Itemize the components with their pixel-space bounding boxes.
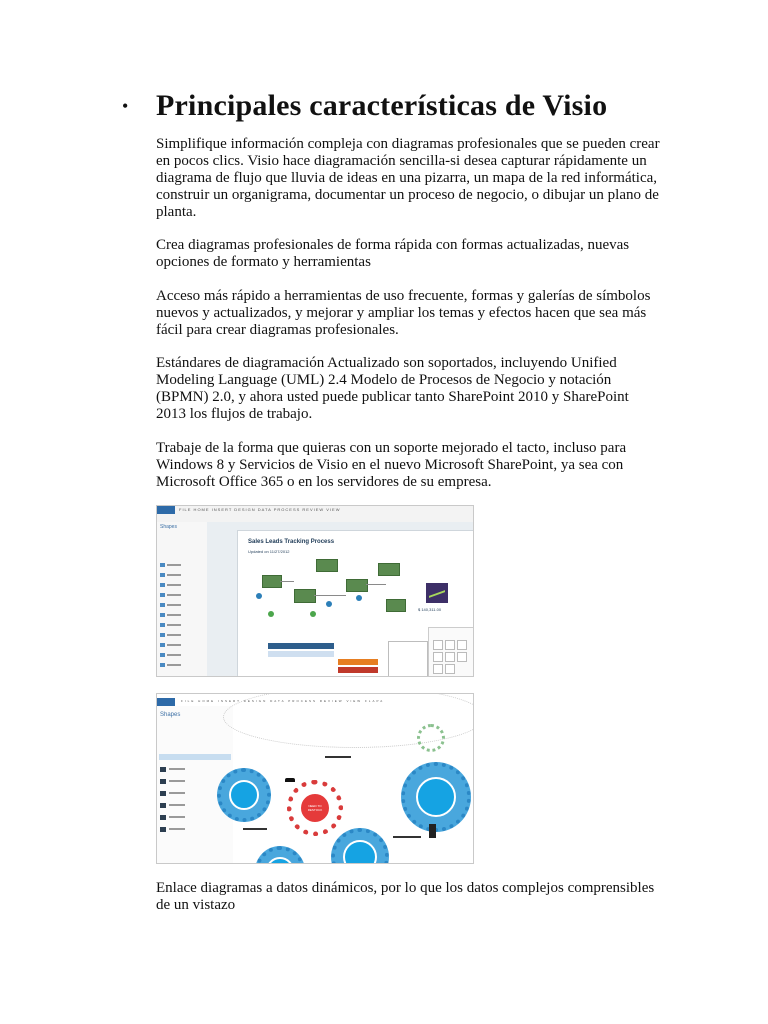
person-icon bbox=[256, 593, 262, 599]
bullet-icon: • bbox=[122, 96, 129, 116]
process-box bbox=[294, 589, 316, 603]
shape-icon bbox=[160, 827, 166, 832]
shape-icon bbox=[160, 803, 166, 808]
paragraph-data-linking: Enlace diagramas a datos dinámicos, por lo que los datos complejos comprensibles de un vistazo bbox=[156, 880, 655, 913]
pants-icon bbox=[429, 824, 436, 838]
callout-line bbox=[325, 756, 351, 758]
alert-ring-shape bbox=[287, 780, 343, 836]
shape-row bbox=[160, 622, 204, 628]
context-popup bbox=[388, 641, 428, 677]
process-box bbox=[316, 559, 338, 572]
shape-icon bbox=[160, 663, 165, 667]
data-table bbox=[268, 643, 334, 649]
ribbon-tabs: FILE HOME INSERT DESIGN DATA PROCESS REVIEW VIEW FLAPA bbox=[181, 699, 385, 703]
shape-icon bbox=[160, 643, 165, 647]
ribbon-tabs: FILE HOME INSERT DESIGN DATA PROCESS REVIEW VIEW bbox=[179, 507, 341, 512]
shape-icon bbox=[160, 573, 165, 577]
paragraph-intro: Simplifique información compleja con diagramas profesionales que se pueden crear en pocos clics. Visio hace diagramación sencilla-si desea capturar rápidamente un diagrama de flujo que lluvia de ideas en una pizarra, un mapa de la red informática, construir un organigrama, documentar un proceso de negocio, o dibujar un plano de planta. bbox=[156, 136, 660, 220]
plant-icon bbox=[310, 611, 316, 617]
value-label: $ 140,311.00 bbox=[418, 607, 442, 612]
ring-shape bbox=[217, 768, 271, 822]
shape-row bbox=[160, 778, 185, 784]
shape-row bbox=[160, 572, 204, 578]
data-table bbox=[338, 659, 378, 665]
shape-row bbox=[160, 814, 185, 820]
shape-icon bbox=[160, 653, 165, 657]
paragraph-shapes: Crea diagramas profesionales de forma rápida con formas actualizadas, nuevas opciones de formato y herramientas bbox=[156, 237, 630, 270]
shape-row bbox=[160, 652, 204, 658]
paragraph-standards: Estándares de diagramación Actualizado son soportados, incluyendo Unified Modeling Language (UML) 2.4 Modelo de Procesos de Negocio y notación (BPMN) 2.0, y ahora usted puede publicar tanto SharePoint 2010 y SharePoint 2013 los flujos de trabajo. bbox=[156, 355, 629, 422]
selected-stencil bbox=[159, 754, 231, 760]
shape-row bbox=[160, 790, 185, 796]
shape-icon bbox=[160, 791, 166, 796]
shape-row bbox=[160, 642, 204, 648]
shape-icon bbox=[160, 779, 166, 784]
file-tab bbox=[157, 506, 175, 514]
shape-row bbox=[160, 602, 204, 608]
ring-shape bbox=[255, 846, 305, 864]
ring-shape bbox=[401, 762, 471, 832]
shape-icon bbox=[160, 583, 165, 587]
process-box bbox=[378, 563, 400, 576]
shape-row bbox=[160, 632, 204, 638]
shape-icon bbox=[160, 603, 165, 607]
paragraph-touch: Trabaje de la forma que quieras con un soporte mejorado el tacto, incluso para Windows 8 y Servicios de Visio en el nuevo Microsoft SharePoint, ya sea con Microsoft Office 365 o en los servidores de su empresa. bbox=[156, 440, 627, 490]
callout-line bbox=[393, 836, 421, 838]
shape-icon bbox=[160, 563, 165, 567]
shape-icon bbox=[160, 613, 165, 617]
hat-icon bbox=[285, 778, 295, 782]
shapes-panel bbox=[157, 522, 208, 676]
shape-row bbox=[160, 562, 204, 568]
ring-shape bbox=[331, 828, 389, 864]
shape-row bbox=[160, 612, 204, 618]
chart-icon bbox=[426, 583, 448, 603]
shape-icon bbox=[160, 633, 165, 637]
ribbon-bar bbox=[157, 506, 473, 523]
visio-screenshot-sales-process bbox=[156, 505, 474, 677]
data-table bbox=[338, 667, 378, 673]
data-table bbox=[268, 651, 334, 657]
shape-icon bbox=[160, 623, 165, 627]
drawing-canvas bbox=[207, 522, 473, 676]
section-heading bbox=[122, 86, 742, 126]
shape-icon bbox=[160, 815, 166, 820]
drawing-page bbox=[237, 530, 474, 677]
drawing-canvas bbox=[233, 706, 473, 863]
shape-row bbox=[160, 826, 185, 832]
paragraph-tools: Acceso más rápido a herramientas de uso frecuente, formas y galerías de símbolos nuevos y actualizados, y mejorar y ampliar los temas y efectos hacen que sea más fácil para crear diagramas profesionales. bbox=[156, 288, 651, 338]
visio-screenshot-data-graphics bbox=[156, 693, 474, 864]
diagram-title: Sales Leads Tracking Process bbox=[248, 539, 335, 545]
factory-icon bbox=[356, 595, 362, 601]
shapes-panel-title: Shapes bbox=[160, 524, 177, 530]
callout-line bbox=[243, 828, 267, 830]
shapes-panel-title: Shapes bbox=[160, 712, 181, 718]
process-box bbox=[262, 575, 282, 588]
green-cluster-icon bbox=[417, 724, 445, 752]
shape-row bbox=[160, 662, 204, 668]
process-box bbox=[386, 599, 406, 612]
process-box bbox=[346, 579, 368, 592]
shape-row bbox=[160, 582, 204, 588]
person-icon bbox=[326, 601, 332, 607]
shape-row bbox=[160, 766, 185, 772]
need-to-restock-label: NEED TO RESTOCK bbox=[307, 804, 323, 812]
plant-icon bbox=[268, 611, 274, 617]
diagram-subtitle: Updated on 11/27/2012 bbox=[248, 549, 290, 554]
shape-row bbox=[160, 802, 185, 808]
shape-icon bbox=[160, 593, 165, 597]
shape-row bbox=[160, 592, 204, 598]
page-title: Principales características de Visio bbox=[156, 89, 608, 122]
shape-icon bbox=[160, 767, 166, 772]
graphics-panel bbox=[428, 627, 474, 677]
file-tab bbox=[157, 698, 175, 706]
